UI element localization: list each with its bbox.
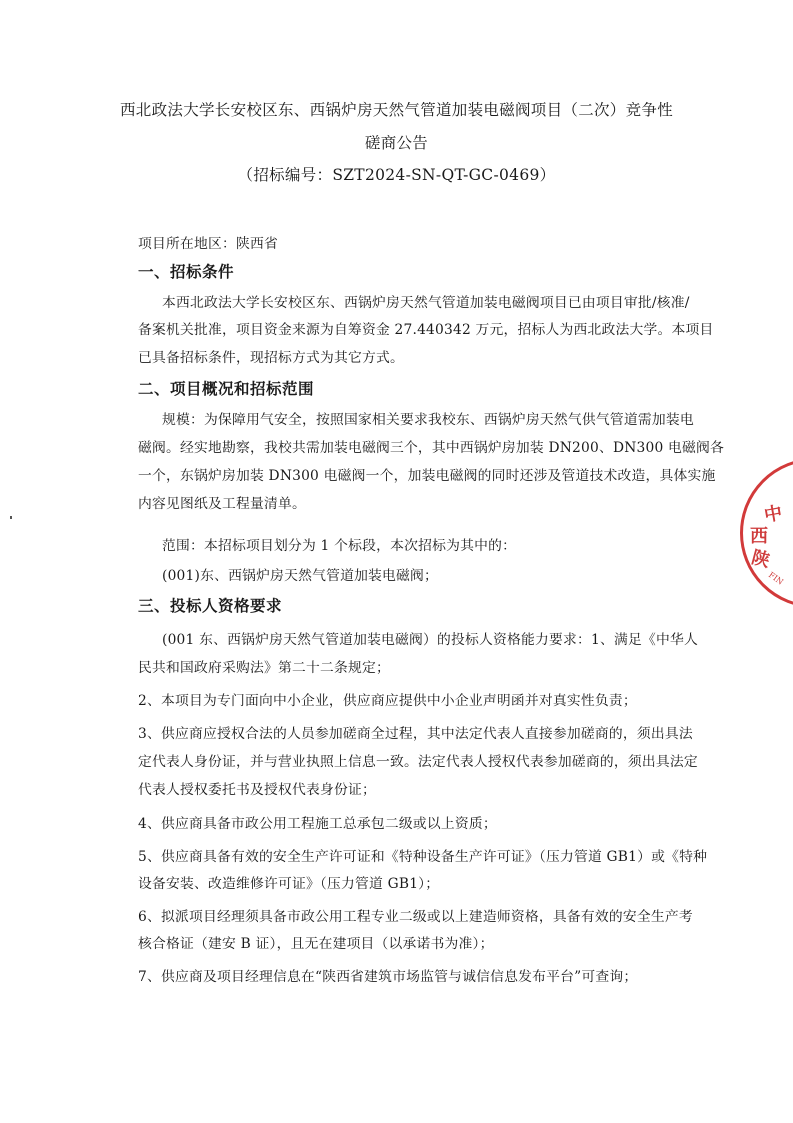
qualification-line: 代表人授权委托书及授权代表身份证； [138,782,376,798]
qualification-line: 5、供应商具备有效的安全生产许可证和《特种设备生产许可证》（压力管道 GB1）或《特种 [138,849,708,865]
section-2-line: 内容见图纸及工程量清单。 [138,496,306,512]
seal-character: 西 [750,526,768,547]
section-1-heading: 一、招标条件 [138,262,235,281]
qualification-line: 设备安装、改造维修许可证》（压力管道 GB1）； [138,876,440,892]
section-3-heading: 三、投标人资格要求 [138,596,283,615]
qualification-line: 民共和国政府采购法》第二十二条规定； [138,660,390,676]
bid-number: （招标编号：SZT2024-SN-QT-GC-0469） [237,166,556,184]
qualification-line: 核合格证（建安 B 证），且无在建项目（以承诺书为准）； [138,936,494,952]
title-line-1: 西北政法大学长安校区东、西锅炉房天然气管道加装电磁阀项目（二次）竞争性 [120,101,674,119]
section-1-line: 备案机关批准，项目资金来源为自筹资金 27.440342 万元，招标人为西北政法大学。本项目 [138,322,714,338]
section-2-heading: 二、项目概况和招标范围 [138,379,315,398]
qualification-line: 定代表人身份证，并与营业执照上信息一致。法定代表人授权代表参加磋商的，须出具法定 [138,754,698,770]
section-2-line: 规模：为保障用气安全，按照国家相关要求我校东、西锅炉房天然气供气管道需加装电 [162,412,694,428]
qualification-line: (001 东、西锅炉房天然气管道加装电磁阀）的投标人资格能力要求：1、满足《中华人 [162,632,698,648]
section-2-line: 磁阀。经实地勘察，我校共需加装电磁阀三个，其中西锅炉房加装 DN200、DN300 电磁阀各 [138,440,724,456]
title-line-2: 磋商公告 [364,134,429,152]
qualification-line: 2、本项目为专门面向中小企业，供应商应提供中小企业声明函并对真实性负责； [138,693,637,709]
scope-line: 范围：本招标项目划分为 1 个标段，本次招标为其中的： [162,538,517,554]
qualification-line: 6、拟派项目经理须具备市政公用工程专业二级或以上建造师资格，具备有效的安全生产考 [138,909,693,925]
section-1-line: 本西北政法大学长安校区东、西锅炉房天然气管道加装电磁阀项目已由项目审批/核准/ [162,295,690,311]
qualification-line: 7、供应商及项目经理信息在“陕西省建筑市场监管与诚信信息发布平台”可查询； [138,969,638,985]
scope-line: (001)东、西锅炉房天然气管道加装电磁阀； [162,568,439,584]
section-2-line: 一个，东锅炉房加装 DN300 电磁阀一个，加装电磁阀的同时还涉及管道技术改造，具体实施 [138,468,716,484]
scan-speck [10,516,12,519]
qualification-line: 3、供应商应授权合法的人员参加磋商全过程，其中法定代表人直接参加磋商的，须出具法 [138,726,693,742]
project-region: 项目所在地区：陕西省 [138,236,278,252]
section-1-line: 已具备招标条件，现招标方式为其它方式。 [138,350,404,366]
qualification-line: 4、供应商具备市政公用工程施工总承包二级或以上资质； [138,816,497,832]
seal-character: 中 [762,502,784,527]
seal-character: 陕 [749,546,773,572]
seal-small-text: FIN [766,570,785,587]
